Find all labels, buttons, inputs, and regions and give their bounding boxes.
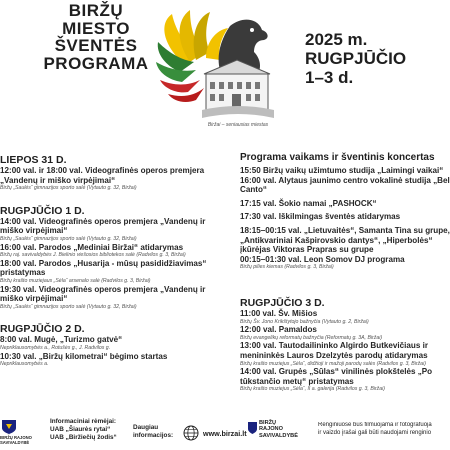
event-aug1-3-place: Biržų krašto muziejaus „Sėla“ arsenalo salė (Radvilos g. 3, Biržai) (0, 277, 151, 284)
website-link[interactable]: www.birzai.lt (203, 429, 247, 438)
kids-event-1: 15:50 Biržų vaikų užimtumo studija „Laimingi vaikai“ (240, 166, 444, 175)
partners-title: Informaciniai rėmėjai: (50, 418, 117, 425)
event-aug3-3-place: Biržų krašto muziejus „Sėla“, didžioji ir mažoji parodų salės (Radvilos g. 3, Biržai) (240, 360, 426, 367)
kids-event-4: 17:30 val. Iškilmingas šventės atidarymas (240, 212, 401, 222)
event-aug3-3-line2: menininkės Lauros Dzelzytės parodų atidarymas (240, 350, 428, 360)
event-aug1-4-line2: miško virpėjimai“ (0, 294, 68, 304)
title-line-3: ŠVENTĖS (54, 36, 138, 55)
event-aug1-1-place: Biržų „Saulės“ gimnazijos sporto salė (Vytauto g. 32, Biržai) (0, 235, 137, 242)
event-jul31-1-place: Biržų „Saulės“ gimnazijos sporto salė (Vytauto g. 32, Biržai) (0, 185, 137, 192)
event-jul31-1-line2: „Vandenų ir miško virpėjimai“ (0, 175, 116, 185)
kids-event-2-cont: Canto“ (240, 185, 267, 195)
event-aug1-3-line1: 18:00 val. Parodos „Husarija - mūsų pasididžiavimas“ (0, 258, 207, 268)
kids-event-2: 16:00 val. Alytaus jaunimo centro vokalinė studija „Bel (240, 175, 450, 185)
section-title-aug3: RUGPJŪČIO 3 D. (240, 296, 325, 309)
logo-right-text (259, 420, 298, 439)
filming-notice (318, 422, 450, 438)
event-jul31-1-line1: 12:00 val. ir 18:00 val. Videografinės operos premjera (0, 166, 205, 175)
title-line-1: BIRŽŲ (68, 1, 124, 20)
event-aug1-4-line1: 19:30 val. Videografinės operos premjera „Vandenų ir (0, 284, 206, 294)
festival-dates (305, 30, 450, 87)
partner-1: UAB „Šiaurės rytai“ (50, 425, 111, 433)
section-title-jul31: LIEPOS 31 D. (0, 154, 67, 166)
castle-icon (202, 60, 274, 118)
municipality-crest-small-icon (248, 422, 257, 434)
municipality-logo-right (248, 420, 308, 448)
event-aug1-3-line2: pristatymas (0, 268, 46, 278)
kids-event-3: 17:15 val. Šokio namai „PASHOCK“ (240, 198, 377, 208)
logo-right-line1: BIRŽŲ (259, 420, 277, 426)
kids-place: Biržų pilies kiemas (Radvilos g. 3, Biržai) (240, 264, 334, 271)
left-program-column (0, 154, 240, 368)
logo-left-text: BIRŽŲ RAJONO SAVIVALDYBĖ (0, 435, 32, 445)
event-aug1-2-place: Biržų raj. savivaldybės J. Bielinio viešosios bibliotekos salė (Radvilos g. 3, Biržai) (0, 252, 186, 259)
kids-event-5-cont1: „Antikvariniai Kašpirovskio dantys“, „Hiperbolės“ (240, 235, 433, 245)
title-line-2: MIESTO (62, 18, 130, 38)
event-aug2-1-line1: 8:00 val. Mugė, „Turizmo gatvė“ (0, 335, 123, 345)
partner-2: UAB „Biržiečių žodis“ (50, 433, 117, 441)
event-aug1-4-place: Biržų „Saulės“ gimnazijos sporto salė (Vytauto g. 32, Biržai) (0, 303, 137, 310)
program-title (36, 2, 156, 72)
kids-event-6: 00:15–01:30 val. Leon Somov DJ programa (240, 254, 405, 264)
festival-emblem (146, 2, 296, 136)
notice-line-2: ir vaizdo įrašai gali būti naudojami renginio (318, 429, 432, 436)
partners-block (50, 418, 130, 441)
globe-icon (183, 425, 199, 441)
event-aug2-2-line1: 10:30 val. „Biržų kilometrai“ bėgimo startas (0, 351, 168, 361)
kids-event-5: 18:15–00:15 val. „Lietuvaitės“, Samanta Tina su grupe, (240, 225, 450, 235)
notice-line-1: Renginiuose bus filmuojama ir fotografuoja (318, 422, 432, 428)
more-info-label: Daugiau informacijos: (133, 424, 174, 439)
footer-bar (0, 414, 450, 450)
event-aug1-1-line2: miško virpėjimai“ (0, 226, 68, 236)
kids-event-5-cont2: įkūrėjas Viktoras Prapras su grupe (240, 245, 374, 255)
section-title-aug1: RUGPJŪČIO 1 D. (0, 204, 85, 217)
municipality-logo-left (0, 418, 40, 446)
right-program-column (240, 152, 450, 393)
event-aug3-2-place: Biržų evangelikų reformatų bažnyčia (Reformatų g. 3A, Biržai) (240, 334, 383, 341)
title-line-4: PROGRAMA (43, 53, 149, 73)
event-aug3-3-line1: 13:00 val. Tautodailininko Algirdo Butkevičiaus ir (240, 341, 429, 351)
logo-right-line3: SAVIVALDYBĖ (259, 432, 298, 439)
event-aug1-2-line1: 16:00 val. Parodos „Mediniai Biržai“ atidarymas (0, 242, 184, 252)
days-text: 1–3 d. (305, 68, 354, 87)
event-aug2-1-place: Nepriklausomybės a., Rotušės g., J. Radvilos g. (0, 344, 111, 351)
month-text: RUGPJŪČIO (305, 49, 407, 68)
logo-right-line2: RAJONO (259, 426, 283, 433)
municipality-crest-icon (0, 418, 18, 434)
event-aug3-4-place: Biržų krašto muziejus „Sėla“, II a. galerija (Radvilos g. 3, Biržai) (240, 386, 386, 393)
event-aug3-1-line1: 11:00 val. Šv. Mišios (240, 308, 318, 318)
event-aug3-2-line1: 12:00 val. Pamaldos (240, 325, 317, 335)
section-title-aug2: RUGPJŪČIO 2 D. (0, 323, 85, 336)
event-aug1-1-line1: 14:00 val. Videografinės operos premjera „Vandenų ir (0, 216, 206, 226)
event-aug3-4-line1: 14:00 val. Grupės „Sūlas“ vinilinės plokštelės „Po (240, 367, 433, 377)
event-aug3-4-line2: tūkstančio metų“ pristatymas (240, 376, 354, 386)
event-aug2-2-place: Nepriklausomybės a. (0, 361, 49, 368)
kids-program-title: Programa vaikams ir šventinis koncertas (240, 152, 435, 163)
emblem-caption: Biržai – seniausias miestas (207, 122, 269, 128)
event-aug3-1-place: Biržų Šv. Jono Krikštytojo bažnyčia (Vytauto g. 2, Biržai) (240, 318, 369, 325)
year-text: 2025 m. (305, 30, 368, 49)
